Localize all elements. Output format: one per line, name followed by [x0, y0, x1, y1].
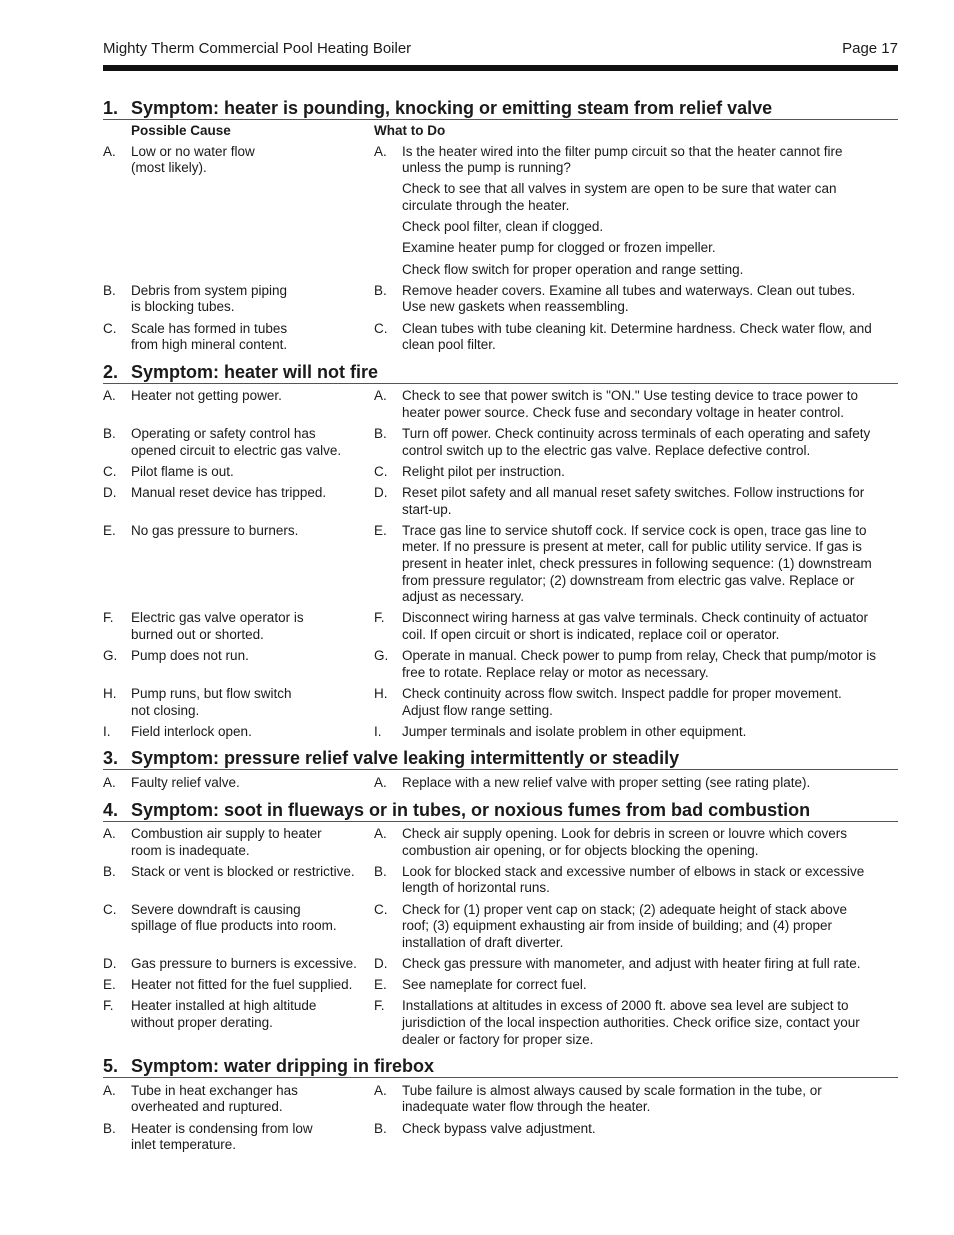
column-headers: [103, 123, 898, 139]
what-to-do: [402, 864, 898, 897]
symptom-section: [103, 747, 898, 791]
action-letter: H.: [374, 685, 388, 701]
possible-cause: Heater installed at high altitude without proper derating.: [131, 998, 317, 1030]
possible-cause: Operating or safety control has opened circuit to electric gas valve.: [131, 426, 342, 458]
action-text: See nameplate for correct fuel.: [402, 977, 587, 993]
page-number: Page 17: [842, 40, 898, 57]
symptom-section: [103, 361, 898, 741]
action-letter: E.: [374, 977, 387, 993]
possible-cause-header: Possible Cause: [131, 123, 231, 138]
possible-cause: Severe downdraft is causing spillage of flue products into room.: [131, 901, 337, 934]
action-letter: A.: [374, 1082, 387, 1098]
symptom-number: 1.: [103, 98, 119, 118]
troubleshooting-row: [103, 283, 898, 316]
action-letter: C.: [374, 320, 388, 336]
possible-cause: Heater not fitted for the fuel supplied.: [131, 977, 353, 993]
what-to-do: [402, 523, 898, 606]
cause-letter: A.: [103, 826, 116, 842]
symptom-heading: [103, 747, 898, 770]
possible-cause: Low or no water flow (most likely).: [131, 143, 255, 176]
troubleshooting-row: [103, 686, 898, 719]
action-letter: B.: [374, 863, 387, 879]
action-text: Check air supply opening. Look for debris in screen or louvre which covers combustion air opening, or for objects blocking the opening.: [402, 826, 847, 858]
possible-cause: Electric gas valve operator is burned out or shorted.: [131, 610, 304, 642]
possible-cause: Stack or vent is blocked or restrictive.: [131, 863, 355, 879]
troubleshooting-row: [103, 648, 898, 681]
action-letter: C.: [374, 901, 388, 917]
action-text: Check gas pressure with manometer, and adjust with heater firing at full rate.: [402, 956, 861, 972]
what-to-do: [402, 648, 898, 681]
possible-cause: Debris from system piping is blocking tubes.: [131, 282, 288, 315]
troubleshooting-row: [103, 144, 898, 279]
cause-letter: A.: [103, 774, 116, 790]
symptom-title: Symptom: soot in flueways or in tubes, or noxious fumes from bad combustion: [131, 799, 811, 820]
cause-letter: A.: [103, 388, 116, 404]
cause-letter: I.: [103, 723, 111, 739]
symptom-section: [103, 1055, 898, 1154]
symptom-section: [103, 799, 898, 1049]
what-to-do: [402, 686, 898, 719]
what-to-do: [402, 724, 898, 741]
troubleshooting-row: [103, 977, 898, 994]
troubleshooting-row: [103, 610, 898, 643]
symptom-title: Symptom: water dripping in firebox: [131, 1056, 435, 1077]
symptom-number: 4.: [103, 799, 119, 820]
action-text: Check to see that all valves in system are open to be sure that water can circulate through the heater.: [402, 181, 837, 213]
action-text: Trace gas line to service shutoff cock. If service cock is open, trace gas line to meter. If no pressure is present at meter, call for public utility service. If gas is present in heater inlet, check pressures in following sequence: (1) downstream from pressure regulator; (2) downstream from electric gas valve. Replace or adjust as necessary.: [402, 522, 872, 605]
possible-cause: Faulty relief valve.: [131, 774, 240, 790]
possible-cause: Tube in heat exchanger has overheated and ruptured.: [131, 1082, 298, 1115]
troubleshooting-row: [103, 956, 898, 973]
action-letter: C.: [374, 463, 388, 479]
cause-letter: C.: [103, 320, 117, 336]
action-text: Tube failure is almost always caused by scale formation in the tube, or inadequate water flow through the heater.: [402, 1082, 822, 1115]
troubleshooting-row: [103, 724, 898, 741]
troubleshooting-row: [103, 464, 898, 481]
action-text: Installations at altitudes in excess of 2000 ft. above sea level are subject to jurisdiction of the local inspection authorities. Check orifice size, contact your dealer or factory for proper size.: [402, 998, 860, 1047]
action-letter: F.: [374, 610, 385, 626]
troubleshooting-row: [103, 998, 898, 1048]
cause-letter: A.: [103, 143, 116, 159]
symptom-title: Symptom: pressure relief valve leaking intermittently or steadily: [131, 748, 680, 769]
possible-cause: No gas pressure to burners.: [131, 522, 299, 538]
troubleshooting-row: [103, 321, 898, 354]
action-text: Check pool filter, clean if clogged.: [402, 219, 604, 235]
action-text: Check to see that power switch is "ON." Use testing device to trace power to heater power source. Check fuse and secondary voltage in heater control.: [402, 388, 859, 420]
action-letter: D.: [374, 485, 388, 501]
troubleshooting-row: [103, 523, 898, 606]
action-text: Look for blocked stack and excessive number of elbows in stack or excessive length of horizontal runs.: [402, 863, 865, 896]
what-to-do: [402, 485, 898, 518]
cause-letter: E.: [103, 522, 116, 538]
symptom-number: 3.: [103, 748, 119, 769]
symptom-title: Symptom: heater will not fire: [131, 361, 379, 382]
action-text: Check continuity across flow switch. Inspect paddle for proper movement. Adjust flow range setting.: [402, 685, 842, 718]
what-to-do: [402, 826, 898, 859]
action-text: Check flow switch for proper operation and range setting.: [402, 261, 744, 277]
troubleshooting-content: [103, 97, 898, 1161]
cause-letter: B.: [103, 1120, 116, 1136]
possible-cause: Pump runs, but flow switch not closing.: [131, 685, 292, 718]
action-letter: A.: [374, 774, 387, 790]
action-letter: G.: [374, 648, 389, 664]
what-to-do: [402, 1121, 898, 1154]
action-letter: B.: [374, 282, 387, 298]
action-text: Examine heater pump for clogged or frozen impeller.: [402, 240, 716, 256]
possible-cause: Pilot flame is out.: [131, 463, 234, 479]
possible-cause: Manual reset device has tripped.: [131, 485, 327, 501]
action-text: Turn off power. Check continuity across terminals of each operating and safety control switch up to the electric gas valve. Replace defective control.: [402, 426, 871, 458]
symptom-number: 2.: [103, 361, 119, 382]
action-text: Disconnect wiring harness at gas valve terminals. Check continuity of actuator coil. If open circuit or short is indicated, replace coil or operator.: [402, 610, 868, 642]
cause-letter: E.: [103, 977, 116, 993]
action-text: Check for (1) proper vent cap on stack; (2) adequate height of stack above roof; (3) equipment exhausting air from inside of building; and (4) proper installation of draft diverter.: [402, 901, 847, 950]
troubleshooting-row: [103, 826, 898, 859]
action-letter: I.: [374, 723, 382, 739]
symptom-heading: [103, 361, 898, 384]
page-header: [103, 40, 898, 60]
action-letter: E.: [374, 522, 387, 538]
action-text: Reset pilot safety and all manual reset safety switches. Follow instructions for start-up.: [402, 485, 865, 517]
possible-cause: Field interlock open.: [131, 723, 252, 739]
action-text: Jumper terminals and isolate problem in other equipment.: [402, 723, 747, 739]
action-text: Operate in manual. Check power to pump from relay, Check that pump/motor is free to rotate. Replace relay or motor as necessary.: [402, 648, 876, 680]
symptom-title: Symptom: heater is pounding, knocking or emitting steam from relief valve: [131, 98, 773, 118]
what-to-do: [402, 902, 898, 952]
troubleshooting-row: [103, 1121, 898, 1154]
troubleshooting-row: [103, 902, 898, 952]
what-to-do: [402, 956, 898, 973]
action-letter: B.: [374, 426, 387, 442]
cause-letter: D.: [103, 485, 117, 501]
cause-letter: B.: [103, 282, 116, 298]
troubleshooting-row: [103, 775, 898, 792]
what-to-do-header: What to Do: [374, 123, 446, 138]
cause-letter: F.: [103, 610, 114, 626]
troubleshooting-row: [103, 426, 898, 459]
action-letter: A.: [374, 826, 387, 842]
cause-letter: C.: [103, 463, 117, 479]
what-to-do: [402, 426, 898, 459]
cause-letter: G.: [103, 648, 118, 664]
what-to-do: [402, 775, 898, 792]
what-to-do: [402, 464, 898, 481]
action-letter: A.: [374, 143, 387, 159]
action-text: Relight pilot per instruction.: [402, 463, 565, 479]
troubleshooting-row: [103, 864, 898, 897]
header-rule: [103, 65, 898, 71]
symptom-section: [103, 97, 898, 354]
cause-letter: B.: [103, 863, 116, 879]
action-text: Is the heater wired into the filter pump circuit so that the heater cannot fire unless the pump is running?: [402, 143, 843, 176]
what-to-do: [402, 1083, 898, 1116]
cause-letter: D.: [103, 956, 117, 972]
symptom-heading: [103, 1055, 898, 1078]
action-text: Check bypass valve adjustment.: [402, 1120, 596, 1136]
action-letter: A.: [374, 388, 387, 404]
symptom-number: 5.: [103, 1056, 119, 1077]
cause-letter: H.: [103, 685, 117, 701]
what-to-do: [402, 998, 898, 1048]
action-text: Replace with a new relief valve with proper setting (see rating plate).: [402, 774, 811, 790]
what-to-do: [402, 977, 898, 994]
cause-letter: C.: [103, 901, 117, 917]
symptom-heading: [103, 799, 898, 822]
possible-cause: Gas pressure to burners is excessive.: [131, 956, 357, 972]
what-to-do: [402, 388, 898, 421]
cause-letter: B.: [103, 426, 116, 442]
cause-letter: A.: [103, 1082, 116, 1098]
action-letter: F.: [374, 998, 385, 1014]
action-text: Clean tubes with tube cleaning kit. Determine hardness. Check water flow, and clean pool filter.: [402, 320, 872, 353]
action-text: Remove header covers. Examine all tubes and waterways. Clean out tubes. Use new gaskets when reassembling.: [402, 282, 856, 315]
cause-letter: F.: [103, 998, 114, 1014]
action-letter: B.: [374, 1120, 387, 1136]
possible-cause: Scale has formed in tubes from high mineral content.: [131, 320, 288, 353]
troubleshooting-row: [103, 485, 898, 518]
possible-cause: Combustion air supply to heater room is inadequate.: [131, 826, 322, 858]
possible-cause: Pump does not run.: [131, 648, 249, 664]
what-to-do: [402, 283, 898, 316]
what-to-do: [402, 321, 898, 354]
troubleshooting-row: [103, 388, 898, 421]
document-title: Mighty Therm Commercial Pool Heating Boiler: [103, 40, 412, 57]
troubleshooting-row: [103, 1083, 898, 1116]
possible-cause: Heater not getting power.: [131, 388, 282, 404]
what-to-do: [402, 610, 898, 643]
possible-cause: Heater is condensing from low inlet temperature.: [131, 1120, 313, 1153]
what-to-do: [402, 144, 898, 279]
action-letter: D.: [374, 956, 388, 972]
symptom-heading: [103, 97, 898, 120]
